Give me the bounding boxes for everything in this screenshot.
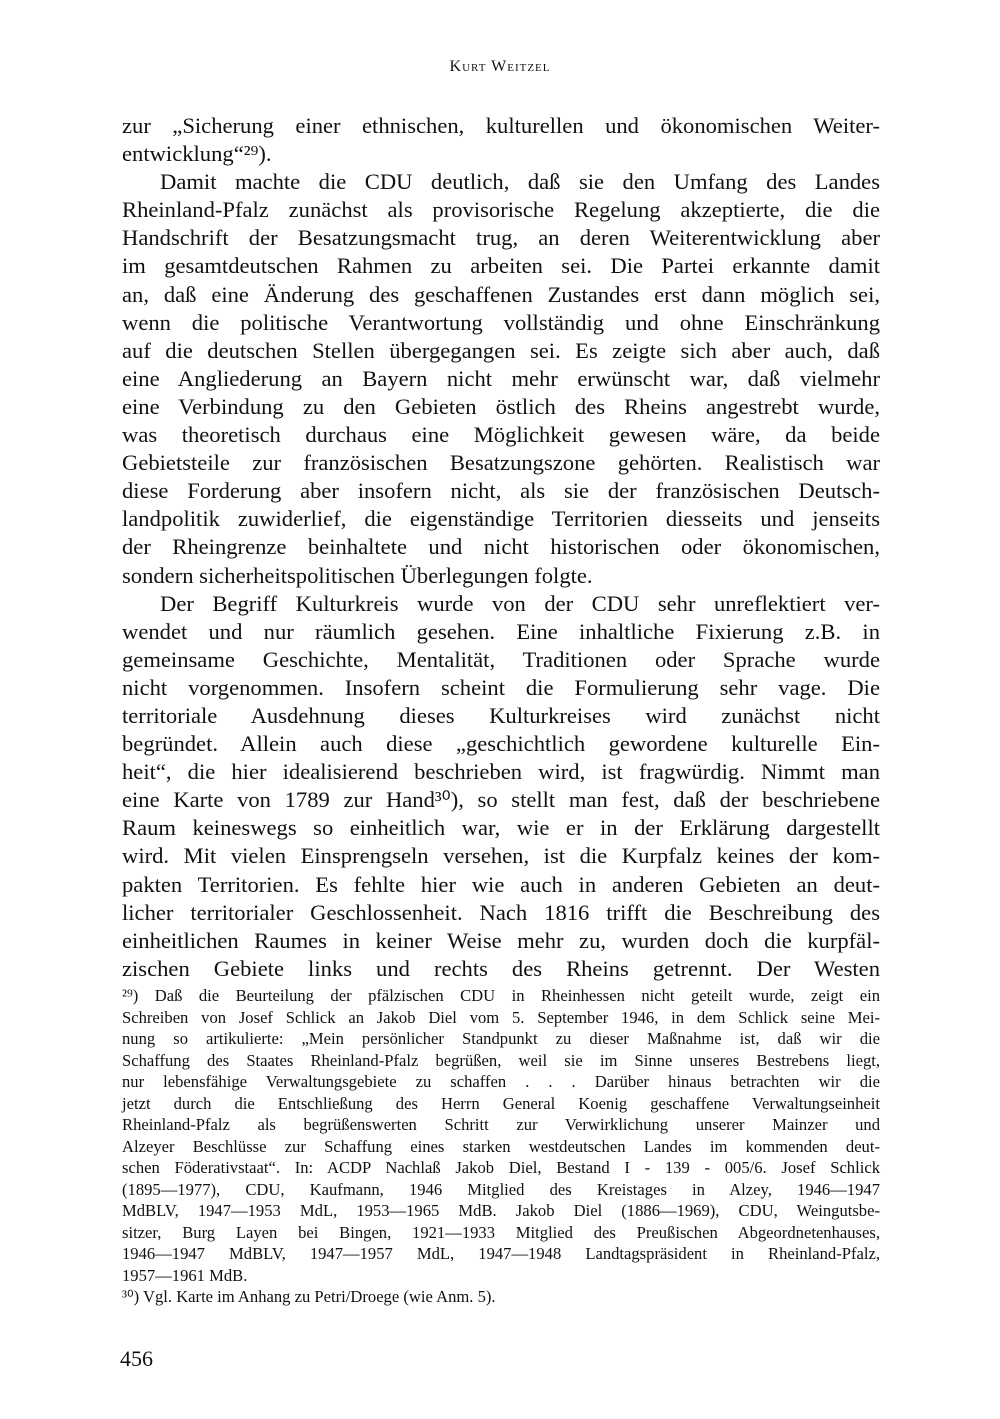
- footnote-line: 1957—1961 MdB.: [122, 1265, 248, 1285]
- footnote-line: schen Föderativstaat“. In: ACDP Nachlaß Jakob Diel, Bestand I - 139 - 005/6. Josef Schlick: [122, 1158, 880, 1177]
- body-line: sondern sicherheitspolitischen Überlegungen folgte.: [122, 562, 593, 588]
- body-line: entwicklung“²⁹).: [122, 141, 272, 167]
- body-line: Rheinland-Pfalz zunächst als provisorische Regelung akzeptierte, die die: [122, 197, 880, 223]
- body-line: Raum keineswegs so einheitlich war, wie er in der Erklärung dargestellt: [122, 815, 880, 841]
- body-line: wendet und nur räumlich gesehen. Eine inhaltliche Fixierung z.B. in: [122, 618, 880, 644]
- body-line: Handschrift der Besatzungsmacht trug, an deren Weiterentwicklung aber: [122, 225, 880, 251]
- footnote-line: 1946—1947 MdBLV, 1947—1957 MdL, 1947—1948 Landtagspräsident in Rheinland-Pfalz,: [122, 1244, 880, 1263]
- footnote-line: sitzer, Burg Layen bei Bingen, 1921—1933 Mitglied des Preußischen Abgeordnetenhauses,: [122, 1222, 880, 1242]
- body-line: wenn die politische Verantwortung vollständig und ohne Einschränkung: [122, 309, 880, 335]
- footnote-line: MdBLV, 1947—1953 MdL, 1953—1965 MdB. Jakob Diel (1886—1969), CDU, Weingutsbe-: [122, 1201, 880, 1220]
- body-line: landpolitik zuwiderlief, die eigenständige Territorien diesseits und jenseits: [122, 506, 880, 532]
- body-line: eine Verbindung zu den Gebieten östlich des Rheins angestrebt wurde,: [122, 393, 880, 419]
- footnote-line: ³⁰) Vgl. Karte im Anhang zu Petri/Droege (wie Anm. 5).: [122, 1287, 496, 1306]
- body-line: licher territorialer Geschlossenheit. Nach 1816 trifft die Beschreibung des: [122, 899, 880, 925]
- body-line: eine Karte von 1789 zur Hand³⁰), so stellt man fest, daß der beschriebene: [122, 787, 880, 813]
- running-head: Kurt Weitzel: [449, 58, 551, 75]
- body-line: territoriale Ausdehnung dieses Kulturkreises wird zunächst nicht: [122, 702, 880, 728]
- body-line: an, daß eine Änderung des geschaffenen Zustandes erst dann möglich sei,: [122, 281, 880, 307]
- body-line: auf die deutschen Stellen übergegangen sei. Es zeigte sich aber auch, daß: [122, 337, 880, 363]
- body-line: heit“, die hier idealisierend beschrieben wird, ist fragwürdig. Nimmt man: [122, 759, 880, 785]
- body-line: pakten Territorien. Es fehlte hier wie auch in anderen Gebieten an deut-: [122, 871, 880, 897]
- body-line: gemeinsame Geschichte, Mentalität, Traditionen oder Sprache wurde: [122, 646, 880, 672]
- body-line: was theoretisch durchaus eine Möglichkeit gewesen wäre, da beide: [122, 422, 880, 448]
- footnote-line: Alzeyer Beschlüsse zur Schaffung eines starken westdeutschen Landes im kommenden deut-: [122, 1136, 880, 1156]
- body-line: begründet. Allein auch diese „geschichtlich gewordene kulturelle Ein-: [122, 731, 880, 757]
- body-line: Damit machte die CDU deutlich, daß sie den Umfang des Landes: [160, 169, 880, 195]
- body-line: der Rheingrenze beinhaltete und nicht historischen oder ökonomischen,: [122, 534, 880, 560]
- page-number: 456: [120, 1346, 153, 1371]
- body-line: Der Begriff Kulturkreis wurde von der CDU sehr unreflektiert ver-: [160, 590, 880, 616]
- body-line: einheitlichen Raumes in keiner Weise mehr zu, wurden doch die kurpfäl-: [122, 927, 880, 953]
- body-line: Gebietsteile zur französischen Besatzungszone gehörten. Realistisch war: [122, 450, 880, 476]
- body-line: im gesamtdeutschen Rahmen zu arbeiten sei. Die Partei erkannte damit: [122, 253, 880, 279]
- footnotes: [122, 985, 880, 1308]
- body-line: zischen Gebiete links und rechts des Rheins getrennt. Der Westen: [122, 955, 880, 981]
- footnote-line: (1895—1977), CDU, Kaufmann, 1946 Mitglied des Kreistages in Alzey, 1946—1947: [122, 1179, 880, 1199]
- body-line: diese Forderung aber insofern nicht, als sie der französischen Deutsch-: [122, 478, 880, 504]
- body-line: eine Angliederung an Bayern nicht mehr erwünscht war, daß vielmehr: [122, 365, 880, 391]
- body-text: [122, 112, 880, 983]
- footnote-line: nung so artikulierte: „Mein persönlicher Standpunkt zu dieser Maßnahme ist, daß wir die: [122, 1029, 880, 1048]
- body-line: nicht vorgenommen. Insofern scheint die Formulierung sehr vage. Die: [122, 674, 880, 700]
- footnote-line: nur lebensfähige Verwaltungsgebiete zu schaffen . . . Darüber hinaus betrachten wir die: [122, 1072, 880, 1091]
- footnote-line: Schreiben von Josef Schlick an Jakob Diel vom 5. September 1946, in dem Schlick seine Mei-: [122, 1007, 880, 1027]
- footnote-line: ²⁹) Daß die Beurteilung der pfälzischen CDU in Rheinhessen nicht geteilt wurde, zeigt ein: [122, 986, 880, 1005]
- footnote-line: Rheinland-Pfalz als begrüßenswerten Schritt zur Verwirklichung unserer Mainzer und: [122, 1115, 880, 1134]
- footnote-line: jetzt durch die Entschließung des Herrn General Koenig geschaffene Verwaltungseinheit: [122, 1093, 880, 1113]
- footnote-line: Schaffung des Staates Rheinland-Pfalz begrüßen, weil sie im Sinne unseres Bestrebens liegt,: [122, 1050, 880, 1070]
- body-line: wird. Mit vielen Einsprengseln versehen, ist die Kurpfalz keines der kom-: [122, 843, 880, 869]
- body-line: zur „Sicherung einer ethnischen, kulturellen und ökonomischen Weiter-: [122, 113, 880, 138]
